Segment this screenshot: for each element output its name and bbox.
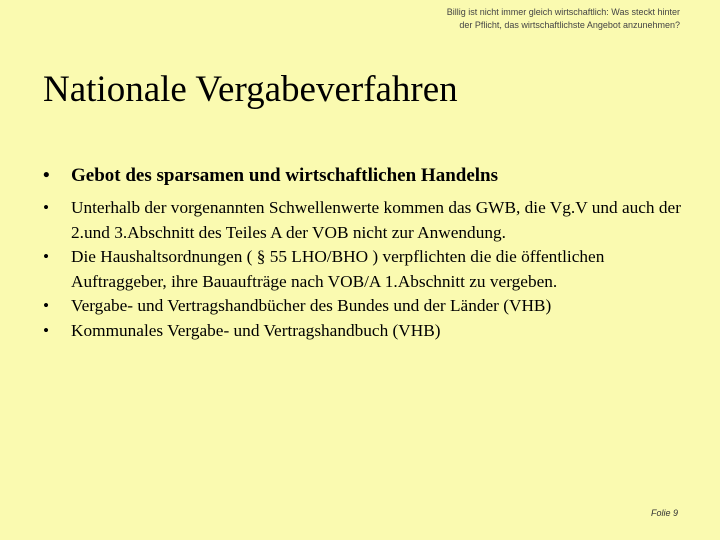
bullet-marker: • <box>43 320 50 340</box>
header-note: Billig ist nicht immer gleich wirtschaftlich: Was steckt hinter der Pflicht, das wirtschaftlichste Angebot anzunehmen? <box>446 7 680 30</box>
bullet-text: Unterhalb der vorgenannten Schwellenwerte kommen das GWB, die Vg.V und auch der 2.und 3.Abschnitt des Teiles A der VOB nicht zur Anwendung. <box>71 198 681 242</box>
bullet-item <box>43 294 693 319</box>
slide-number: Folie 9 <box>650 508 678 518</box>
slide-title: Nationale Vergabeverfahren <box>43 69 458 110</box>
bullet-marker: • <box>43 198 50 217</box>
bullet-item-main <box>43 163 693 189</box>
bullet-item <box>43 319 693 344</box>
bullet-marker: • <box>43 165 50 186</box>
bullet-text: Kommunales Vergabe- und Vertragshandbuch (VHB) <box>71 320 441 340</box>
bullet-text: Vergabe- und Vertragshandbücher des Bundes und der Länder (VHB) <box>71 296 552 315</box>
bullet-text: Gebot des sparsamen und wirtschaftlichen Handelns <box>71 165 499 186</box>
bullet-text: Die Haushaltsordnungen ( § 55 LHO/BHO ) verpflichten die die öffentlichen Auftraggeber, ihre Bauaufträge nach VOB/A 1.Abschnitt zu vergeben. <box>71 247 605 291</box>
bullet-marker: • <box>43 296 50 315</box>
bullet-list <box>43 163 693 343</box>
bullet-item <box>43 196 693 245</box>
bullet-item <box>43 245 693 294</box>
bullet-marker: • <box>43 247 50 266</box>
